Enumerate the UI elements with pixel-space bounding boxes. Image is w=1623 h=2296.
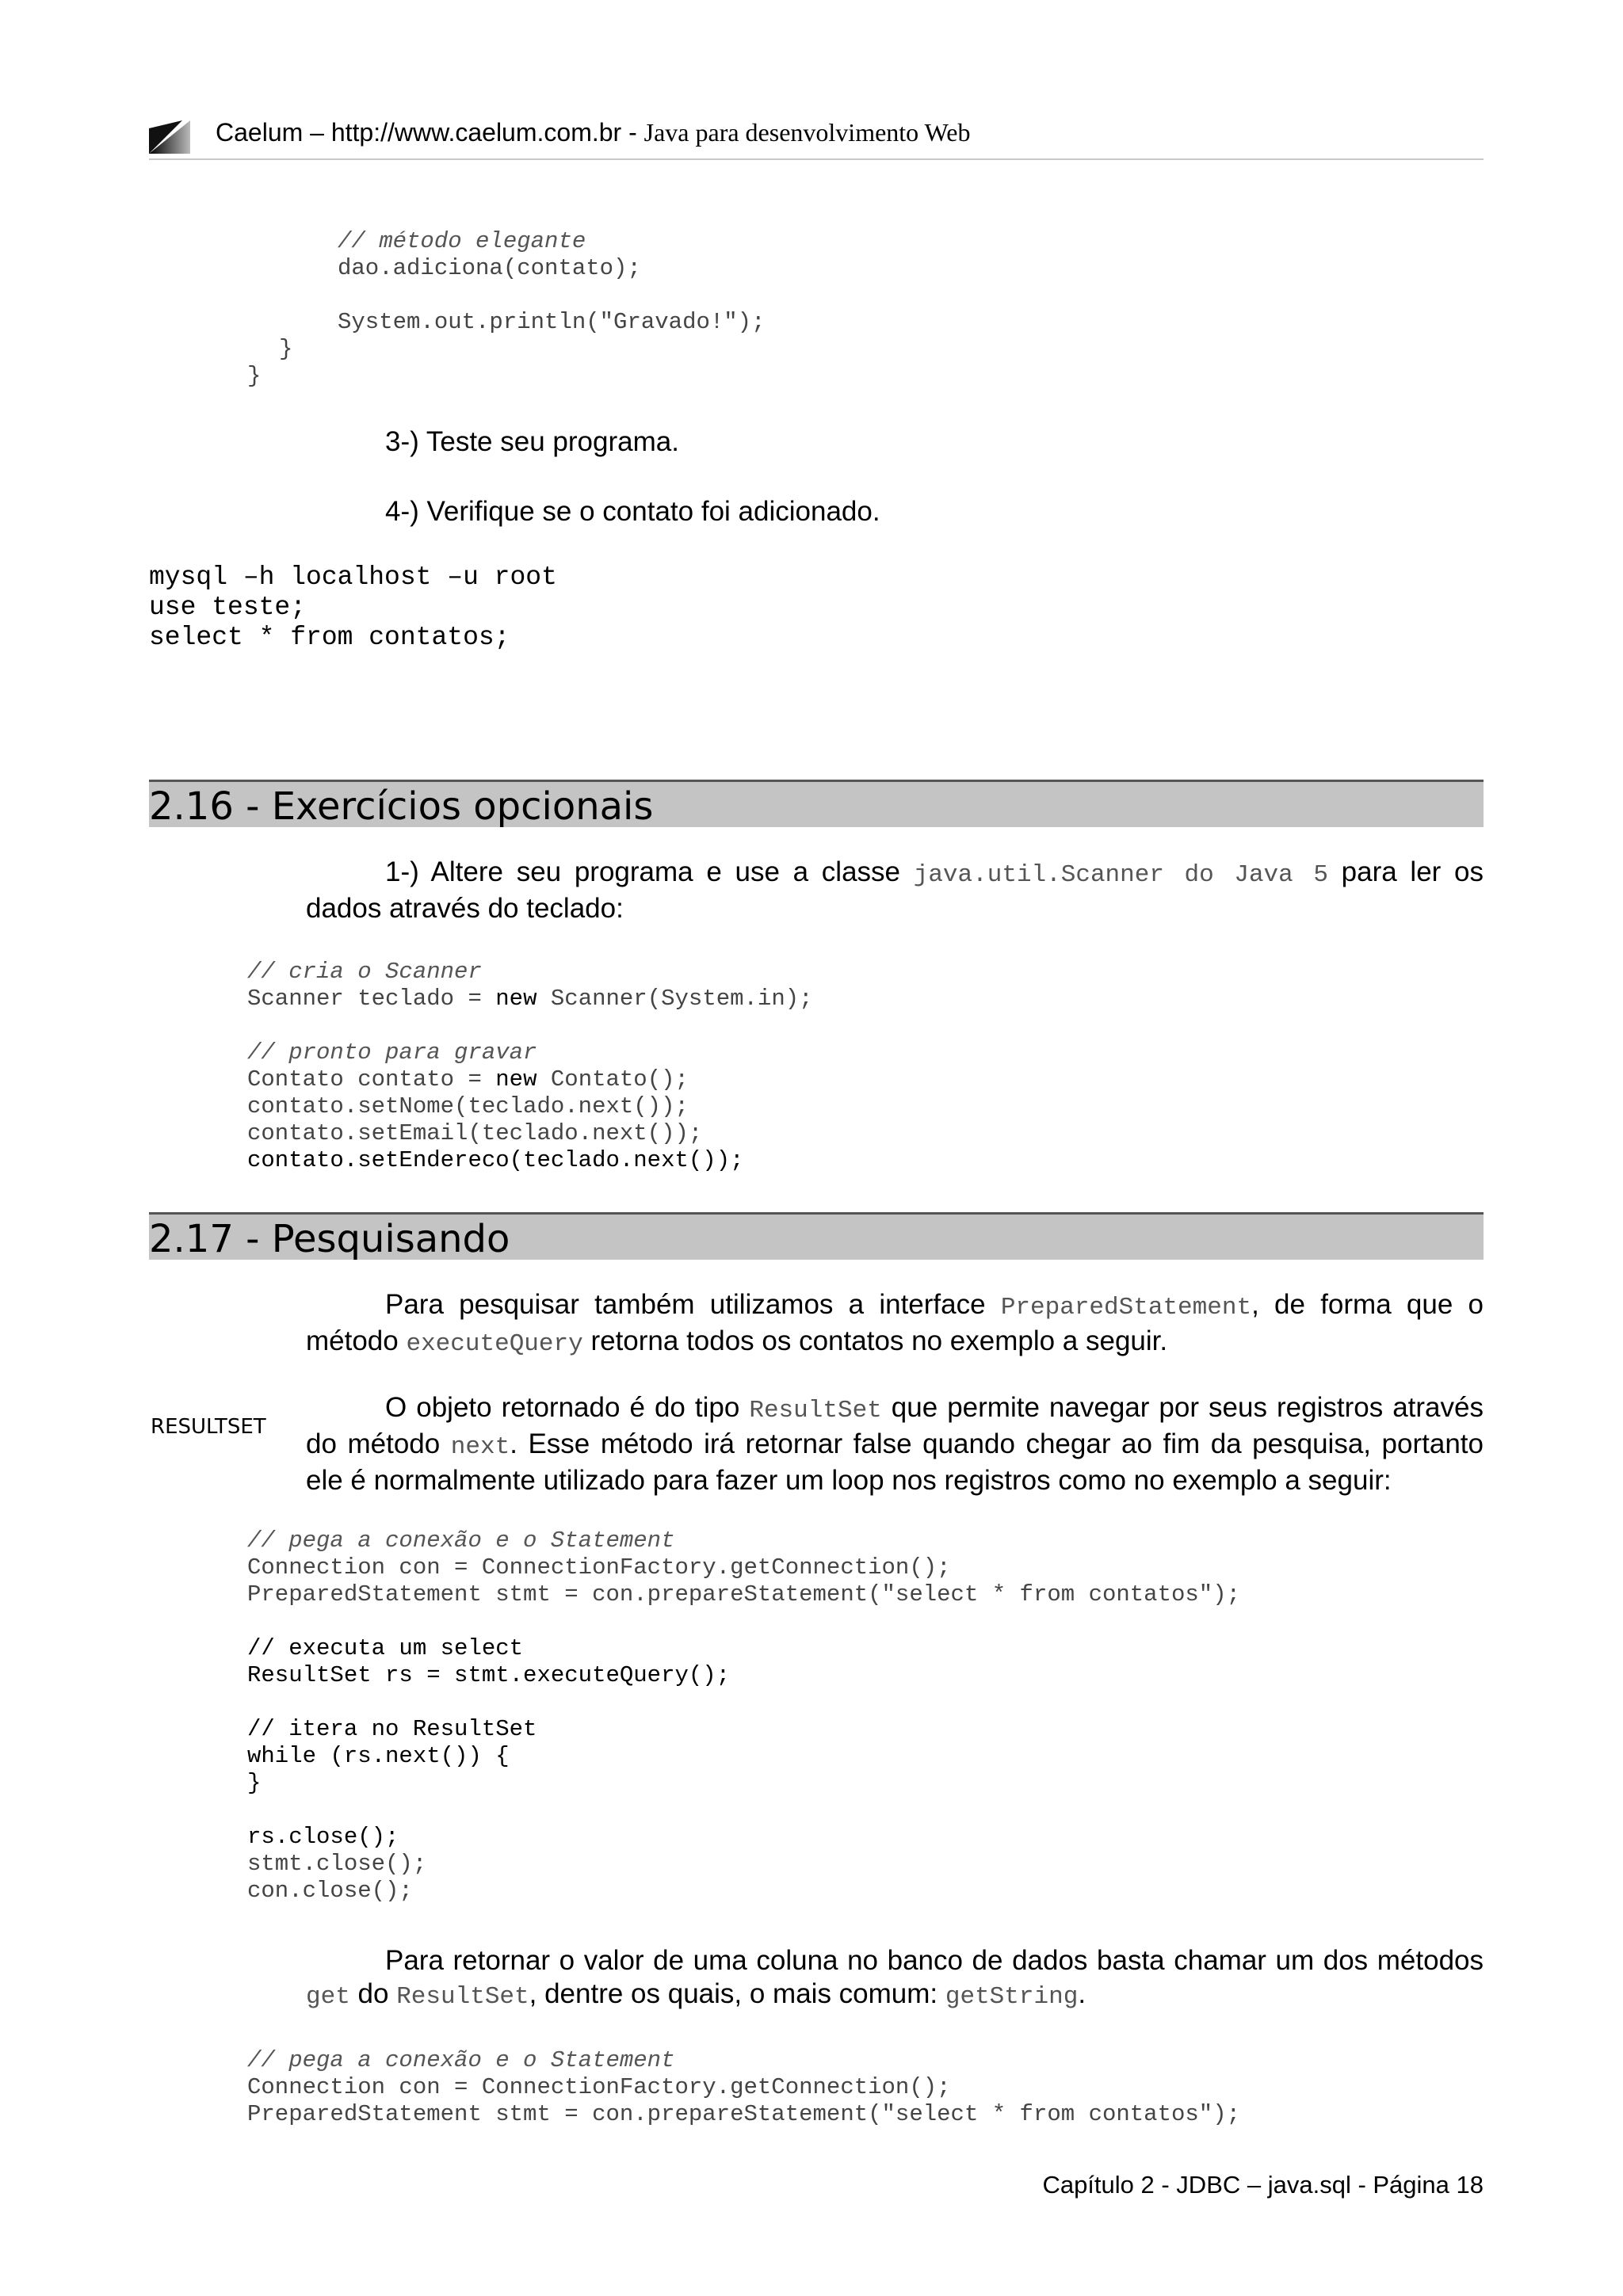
code-line: System.out.println("Gravado!");: [338, 309, 766, 335]
code-comment: // executa um select: [247, 1635, 524, 1661]
code-comment: // pronto para gravar: [247, 1039, 537, 1066]
text: Para retornar o valor de uma coluna no banco de dados basta chamar um dos métodos: [385, 1945, 1484, 1976]
code-comment: // pega a conexão e o Statement: [247, 1527, 675, 1554]
code-block-top: [247, 228, 766, 390]
code-text: Contato();: [537, 1066, 689, 1093]
code-line: ResultSet rs = stmt.executeQuery();: [247, 1662, 731, 1688]
code-line: rs.close();: [247, 1824, 399, 1850]
code-line: PreparedStatement stmt = con.prepareStatement("select * from contatos");: [247, 1581, 1241, 1608]
code-line: mysql –h localhost –u root: [149, 563, 557, 592]
caelum-logo-icon: [149, 120, 190, 154]
code-block-resultset: [247, 1527, 1240, 1905]
header-site: Caelum – http://www.caelum.com.br -: [216, 118, 637, 147]
code-text: Scanner teclado =: [247, 986, 496, 1012]
paragraph-getstring: [306, 1944, 1484, 2014]
inline-code: get: [306, 1983, 350, 2011]
code-line: Connection con = ConnectionFactory.getConnection();: [247, 1554, 951, 1581]
code-line: }: [279, 336, 293, 362]
inline-code: java.util.Scanner do Java 5: [913, 861, 1328, 889]
header-title: Java para desenvolvimento Web: [643, 118, 971, 147]
text: . Esse método irá retornar false quando chegar ao fim da pesquisa, portanto ele é normalmente utilizado para fazer um loop nos registros como no exemplo a seguir:: [306, 1428, 1484, 1496]
code-line: contato.setEmail(teclado.next());: [247, 1120, 703, 1146]
paragraph-scanner: [306, 856, 1484, 925]
inline-code: next: [450, 1433, 510, 1461]
code-block-scanner: [247, 959, 813, 1174]
code-line: }: [247, 1770, 262, 1796]
mysql-code-block: [149, 563, 557, 653]
code-line: contato.setNome(teclado.next());: [247, 1093, 689, 1119]
text: para ler os dados através do teclado:: [306, 856, 1484, 924]
code-line: use teste;: [149, 593, 307, 622]
inline-code: ResultSet: [396, 1983, 529, 2011]
inline-code: ResultSet: [749, 1397, 882, 1425]
code-line: stmt.close();: [247, 1851, 427, 1877]
paragraph-resultset: [306, 1391, 1484, 1497]
inline-code: executeQuery: [406, 1330, 583, 1358]
paragraph-pesquisar: [306, 1288, 1484, 1361]
section-heading-2-16: 2.16 - Exercícios opcionais: [149, 780, 1484, 827]
code-line: dao.adiciona(contato);: [338, 255, 641, 281]
code-line: con.close();: [247, 1878, 413, 1904]
inline-code: getString: [945, 1983, 1079, 2011]
code-comment: // método elegante: [338, 228, 586, 254]
page-footer: Capítulo 2 - JDBC – java.sql - Página 18: [1042, 2171, 1484, 2199]
code-line: }: [247, 363, 262, 389]
text: Para pesquisar também utilizamos a interface: [385, 1289, 1001, 1320]
code-line: while (rs.next()) {: [247, 1743, 510, 1769]
code-comment: // cria o Scanner: [247, 959, 482, 985]
page-header: [216, 118, 970, 147]
code-text: Scanner(System.in);: [537, 986, 813, 1012]
code-block-getstring: [247, 2047, 1240, 2128]
step-4: 4-) Verifique se o contato foi adicionado.: [385, 496, 880, 527]
text: que permite navegar por seus registros através do método: [306, 1392, 1484, 1459]
text: do: [349, 1978, 397, 2009]
text: , de forma que o método: [306, 1289, 1484, 1356]
text: retorna todos os contatos no exemplo a seguir.: [582, 1325, 1168, 1356]
step-3: 3-) Teste seu programa.: [385, 426, 679, 457]
code-text: Contato contato =: [247, 1066, 496, 1093]
code-comment: // pega a conexão e o Statement: [247, 2047, 675, 2073]
text: O objeto retornado é do tipo: [385, 1392, 750, 1423]
code-line: PreparedStatement stmt = con.prepareStatement("select * from contatos");: [247, 2101, 1241, 2127]
code-line: select * from contatos;: [149, 623, 510, 652]
text: , dentre os quais, o mais comum:: [529, 1978, 945, 2009]
text: 1-) Altere seu programa e use a classe: [385, 856, 914, 887]
code-keyword: new: [495, 986, 537, 1012]
header-divider: [149, 158, 1484, 160]
code-comment: // itera no ResultSet: [247, 1716, 537, 1742]
code-line: Connection con = ConnectionFactory.getConnection();: [247, 2074, 951, 2100]
text: .: [1078, 1978, 1086, 2009]
code-keyword: new: [495, 1066, 537, 1093]
code-line: contato.setEndereco(teclado.next());: [247, 1147, 744, 1173]
inline-code: PreparedStatement: [1000, 1294, 1252, 1322]
section-heading-2-17: 2.17 - Pesquisando: [149, 1212, 1484, 1260]
margin-note-resultset: RESULTSET: [151, 1415, 266, 1439]
